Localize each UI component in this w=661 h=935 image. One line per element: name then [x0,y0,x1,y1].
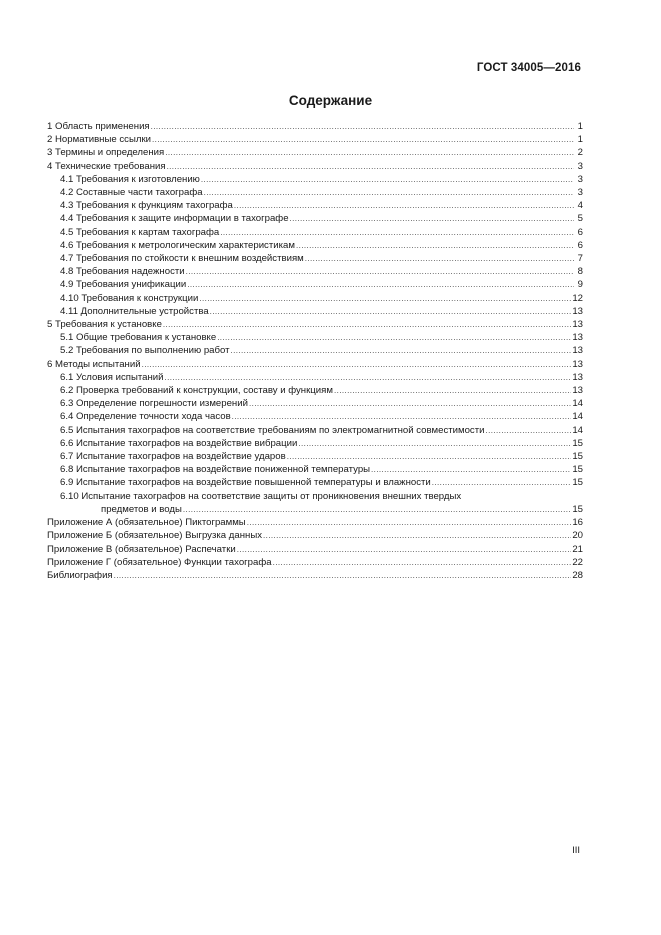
dot-leader [183,503,571,516]
dot-leader [187,278,574,291]
toc-entry-page: 1 [577,121,583,132]
toc-entry-page: 1 [577,134,583,146]
page-number: III [572,845,580,856]
toc-entry-page: 15 [572,451,583,463]
toc-entry[interactable] [47,437,583,450]
dot-leader [204,186,574,199]
dot-leader [237,543,572,556]
toc-entry-title: 5 Требования к установке [47,319,162,331]
toc-entry-page: 14 [572,398,583,410]
toc-entry-title: 2 Нормативные ссылки [47,134,152,146]
toc-entry-page: 3 [577,160,583,172]
toc-entry[interactable] [47,331,583,344]
dot-leader [199,292,571,305]
dot-leader [249,397,571,410]
toc-entry-page: 28 [572,569,583,581]
toc-entry[interactable] [47,410,583,423]
toc-entry-title: 6 Методы испытаний [47,358,141,370]
toc-entry[interactable] [47,424,583,437]
toc-entry-title: 1 Область применения [47,121,150,132]
dot-leader [231,344,572,357]
dot-leader [273,556,572,569]
toc-entry[interactable] [47,278,583,291]
toc-entry-page: 13 [572,345,583,357]
toc-entry-title: Приложение Б (обязательное) Выгрузка данных [47,530,263,542]
toc-entry-title: Библиография [47,569,113,581]
toc-entry[interactable] [47,226,583,239]
dot-leader [163,318,571,331]
toc-entry-page: 6 [577,239,583,251]
toc-entry-title: Приложение В (обязательное) Распечатки [47,543,236,555]
toc-entry[interactable] [47,173,583,186]
toc-entry[interactable] [47,120,583,133]
toc-entry-page: 15 [572,464,583,476]
toc-entry[interactable] [47,450,583,463]
toc-entry-page: 13 [572,358,583,370]
toc-entry[interactable] [47,344,583,357]
toc-entry-page: 14 [572,411,583,423]
toc-entry[interactable] [47,305,583,318]
dot-leader [165,146,574,159]
toc-entry-page: 9 [577,279,583,291]
toc-entry-title: 4.3 Требования к функциям тахографа [60,200,233,212]
toc-entry[interactable] [47,529,583,542]
toc-entry[interactable] [47,371,583,384]
dot-leader [298,437,571,450]
dot-leader [247,516,572,529]
toc-entry-wrapped-line1[interactable]: 6.10 Испытание тахографов на соответствие защиты от проникновения внешних твердых [60,490,462,502]
toc-entry[interactable] [47,476,583,489]
dot-leader [210,305,572,318]
toc-entry[interactable] [47,463,583,476]
toc-entry[interactable] [47,239,583,252]
toc-entry[interactable] [47,318,583,331]
toc-entry-title: 6.4 Определение точности хода часов [60,411,231,423]
dot-leader [296,239,574,252]
toc-entry[interactable] [47,397,583,410]
toc-entry-title: 6.6 Испытание тахографов на воздействие вибрации [60,437,298,449]
toc-entry-page: 16 [572,517,583,529]
toc-entry-page: 3 [577,187,583,199]
toc-entry-page: 6 [577,226,583,238]
toc-entry-title: 4.6 Требования к метрологическим характеристикам [60,239,295,251]
toc-entry-title: 5.1 Общие требования к установке [60,332,217,344]
dot-leader [371,463,571,476]
toc-entry[interactable] [47,146,583,159]
dot-leader [263,529,571,542]
toc-entry-page: 15 [572,437,583,449]
dot-leader [167,160,574,173]
toc-entry-page: 15 [572,477,583,489]
toc-entry[interactable] [47,569,583,582]
dot-leader [142,358,572,371]
toc-entry-title: 4.8 Требования надежности [60,266,185,278]
toc-entry-title: 4.11 Дополнительные устройства [60,305,209,317]
toc-entry[interactable] [47,252,583,265]
dot-leader [220,226,574,239]
dot-leader [334,384,571,397]
dot-leader [287,450,572,463]
toc-entry-page: 21 [572,543,583,555]
toc-entry-title: 4.2 Составные части тахографа [60,187,203,199]
dot-leader [151,120,574,133]
toc-entry-title: 6.7 Испытание тахографов на воздействие ударов [60,451,286,463]
toc-entry[interactable] [47,358,583,371]
dot-leader [305,252,574,265]
toc-entry-page: 12 [572,292,583,304]
toc-entry-page: 13 [572,332,583,344]
toc-entry-page: 13 [572,385,583,397]
toc-entry-wrapped-line2[interactable] [47,503,583,516]
toc-entry-title: 6.2 Проверка требований к конструкции, составу и функциям [60,385,333,397]
toc-entry[interactable] [47,543,583,556]
toc-entry-title: 6.1 Условия испытаний [60,371,164,383]
page-title: Содержание [288,93,373,108]
toc-entry-page: 13 [572,319,583,331]
toc-entry[interactable] [47,292,583,305]
dot-leader [201,173,574,186]
table-of-contents [47,120,583,582]
toc-entry-title: 4.1 Требования к изготовлению [60,173,200,185]
dot-leader [290,212,574,225]
toc-entry-title: 5.2 Требования по выполнению работ [60,345,230,357]
toc-entry[interactable] [47,186,583,199]
toc-entry-title: 4 Технические требования [47,160,166,172]
toc-entry-page: 13 [572,371,583,383]
toc-entry-title: 6.5 Испытания тахографов на соответствие требованиям по электромагнитной совместимости [60,424,485,436]
toc-entry[interactable] [47,212,583,225]
dot-leader [232,410,572,423]
toc-entry-page: 15 [572,503,583,515]
toc-entry[interactable] [47,133,583,146]
toc-entry[interactable] [47,384,583,397]
toc-entry-title: Приложение Г (обязательное) Функции тахографа [47,556,272,568]
toc-entry[interactable] [47,265,583,278]
toc-entry-page: 5 [577,213,583,225]
toc-entry[interactable] [47,516,583,529]
toc-entry-page: 14 [572,424,583,436]
toc-entry-page: 20 [572,530,583,542]
dot-leader [165,371,572,384]
toc-entry-page: 4 [577,200,583,212]
dot-leader [152,133,574,146]
toc-entry-page: 13 [572,305,583,317]
toc-entry-page: 8 [577,266,583,278]
toc-entry-title: 4.4 Требования к защите информации в тахографе [60,213,289,225]
toc-entry-page: 22 [572,556,583,568]
dot-leader [432,476,572,489]
toc-entry-page: 7 [577,253,583,265]
dot-leader [234,199,574,212]
toc-entry-title: 6.3 Определение погрешности измерений [60,398,248,410]
toc-entry-title: 3 Термины и определения [47,147,165,159]
toc-entry-title: Приложение А (обязательное) Пиктограммы [47,517,246,529]
toc-entry-page: 2 [577,147,583,159]
dot-leader [485,424,571,437]
toc-entry-page: 3 [577,173,583,185]
toc-entry[interactable] [47,556,583,569]
toc-entry-title: 6.8 Испытание тахографов на воздействие пониженной температуры [60,464,371,476]
toc-entry[interactable] [47,199,583,212]
toc-entry-title: предметов и воды [101,503,182,515]
toc-entry-title: 4.5 Требования к картам тахографа [60,226,220,238]
toc-entry-title: 4.7 Требования по стойкости к внешним воздействиям [60,253,304,265]
toc-entry[interactable] [47,160,583,173]
dot-leader [186,265,574,278]
toc-entry-title: 4.9 Требования унификации [60,279,187,291]
dot-leader [114,569,572,582]
toc-entry-title: 4.10 Требования к конструкции [60,292,199,304]
dot-leader [217,331,571,344]
document-code: ГОСТ 34005—2016 [476,62,581,74]
toc-entry-title: 6.9 Испытание тахографов на воздействие повышенной температуры и влажности [60,477,431,489]
